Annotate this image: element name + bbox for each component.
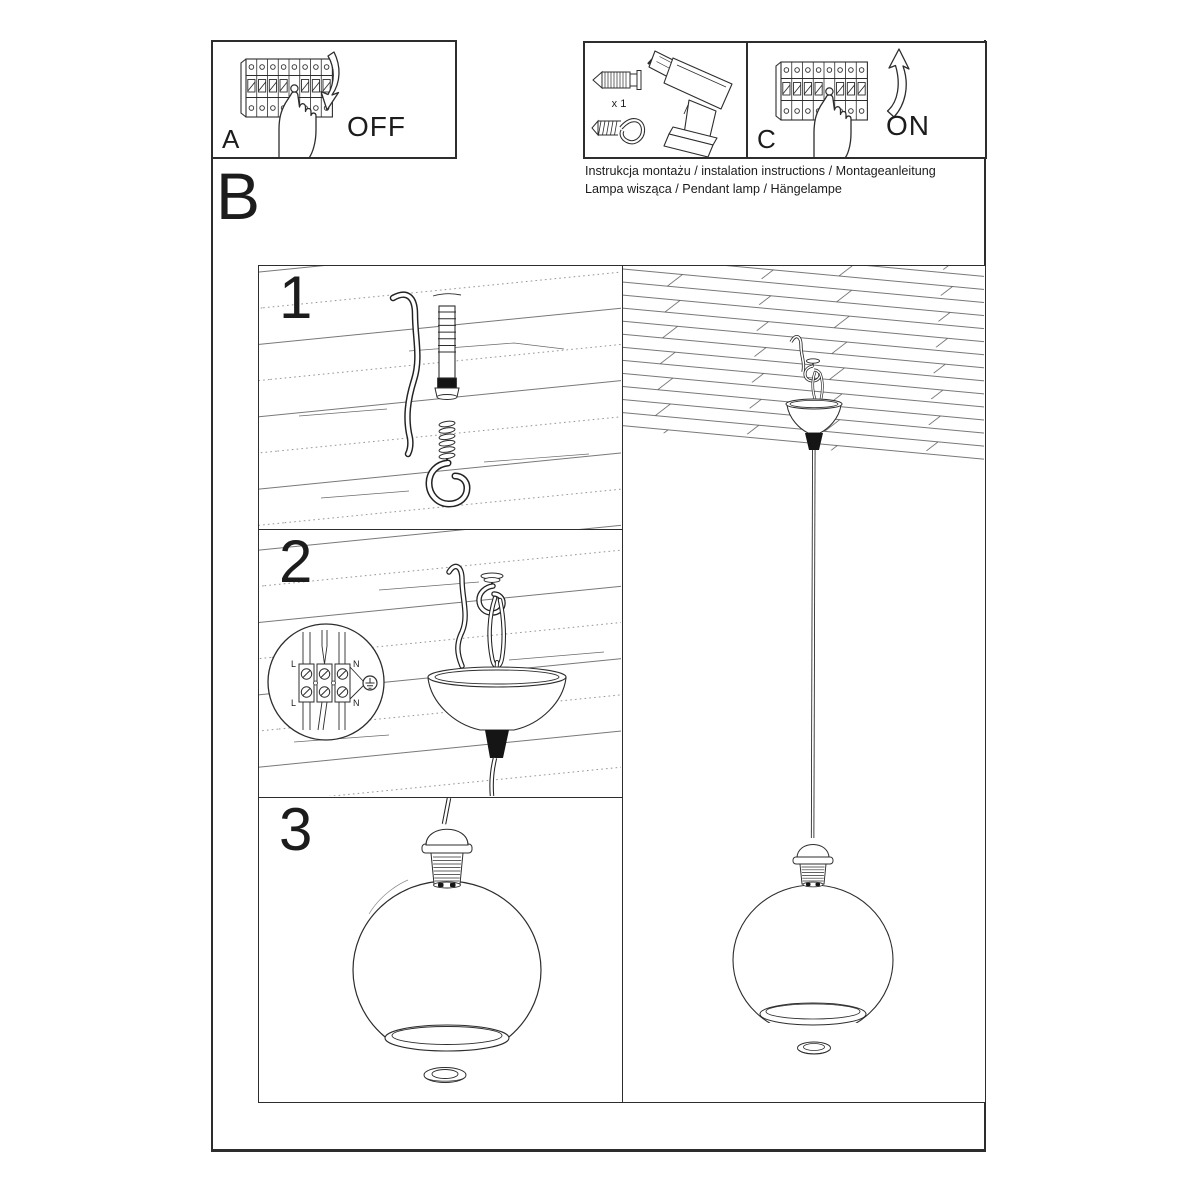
steps-column [259, 266, 623, 1102]
finished-lamp-panel [623, 266, 984, 1102]
finished-lamp-illustration [623, 266, 984, 1101]
terminal-label-n-bottom: N [353, 698, 360, 708]
terminal-label-n-top: N [353, 659, 360, 669]
ground-symbol-icon [363, 676, 377, 690]
on-label: ON [886, 110, 930, 141]
ball-opening-rim [760, 1003, 866, 1025]
section-b-label: B [216, 159, 260, 233]
step-2-number: 2 [279, 528, 313, 595]
glass-highlight [369, 880, 408, 914]
heading-line-1: Instrukcja montażu / instalation instructions / Montageanleitung [585, 164, 936, 178]
step-3-illustration [259, 798, 621, 1101]
power-off-illustration [213, 42, 455, 157]
terminal-label-l-top: L [290, 659, 296, 669]
pendant-cord-icon [813, 450, 814, 838]
glass-ring [424, 1068, 466, 1083]
ball-opening-rim [385, 1025, 509, 1051]
box-a-label: A [222, 124, 240, 154]
heading-line-2: Lampa wisząca / Pendant lamp / Hängelampe [585, 182, 842, 196]
power-on-illustration [748, 43, 985, 157]
anchor-quantity-label: x 1 [611, 98, 627, 110]
terminal-label-l-bottom: L [290, 698, 296, 708]
wiring-detail-circle [268, 624, 384, 740]
lamp-socket-icon [422, 829, 472, 888]
off-label: OFF [347, 111, 406, 142]
assembly-diagram-area [258, 265, 986, 1103]
drill-icon [648, 51, 732, 157]
step-c-power-on-box [746, 41, 987, 159]
step-a-power-off-box [211, 40, 457, 159]
arrow-up-icon [888, 49, 910, 117]
parts-illustration [585, 43, 746, 157]
hook-screw-icon [592, 120, 643, 142]
document-heading [585, 162, 995, 198]
step-3-number: 3 [279, 796, 313, 863]
step-3-panel [259, 797, 622, 1102]
step-1-number: 1 [279, 264, 313, 331]
box-c-label: C [757, 124, 776, 154]
lamp-socket-icon [793, 845, 833, 887]
step-2-illustration [259, 530, 621, 796]
step-1-illustration [259, 266, 621, 529]
step-1-panel [259, 266, 622, 529]
parts-tools-box [583, 41, 748, 159]
wall-plug-icon [593, 71, 641, 90]
glass-ring [798, 1042, 831, 1054]
pendant-cord-icon [444, 798, 449, 824]
step-2-panel [259, 529, 622, 797]
